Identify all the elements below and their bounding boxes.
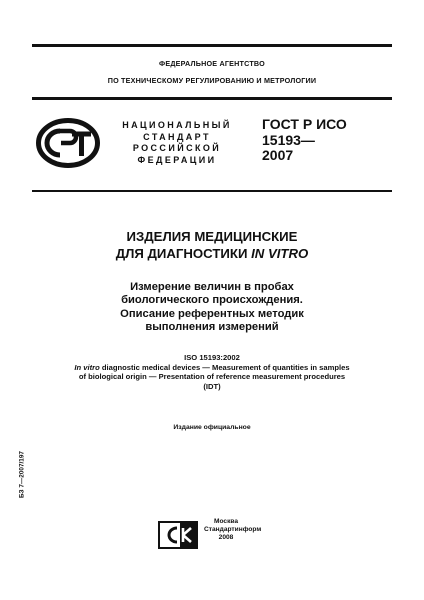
subtitle-line: выполнения измерений [145, 321, 279, 334]
subtitle-line: Измерение величин в пробах [130, 281, 294, 293]
rst-logo-icon [36, 118, 100, 168]
title-line-1: ИЗДЕЛИЯ МЕДИЦИНСКИЕ [126, 229, 298, 244]
std-label-line: РОССИЙСКОЙ [132, 143, 222, 154]
publisher-year: 2008 [218, 534, 234, 542]
iso-title-line-2: of biological origin — Presentation of reference measurement procedures [78, 372, 346, 382]
gost-line: ГОСТ Р ИСО [262, 116, 347, 132]
iso-italic: In vitro [74, 362, 100, 372]
std-label-line: НАЦИОНАЛЬНЫЙ [122, 120, 232, 130]
document-subtitle [32, 281, 392, 335]
publisher-name: Стандартинформ [204, 526, 262, 534]
agency-line-2: ПО ТЕХНИЧЕСКОМУ РЕГУЛИРОВАНИЮ И МЕТРОЛОГИИ [107, 76, 317, 85]
side-code-text: БЗ 7—2007/197 [18, 451, 26, 498]
iso-number: ISO 15193:2002 [184, 353, 240, 362]
iso-line-1-rest: diagnostic medical devices — Measurement of quantities in samples [99, 362, 350, 372]
title-line-2-italic: IN VITRO [251, 246, 309, 261]
gost-line: 2007 [262, 147, 294, 163]
document-title [32, 228, 392, 262]
agency-line-1: ФЕДЕРАЛЬНОЕ АГЕНТСТВО [159, 59, 265, 68]
publisher-info [204, 518, 262, 543]
iso-title-line-3: (IDT) [203, 381, 221, 391]
iso-title-line-1 [32, 363, 392, 373]
gost-line: 15193— [262, 131, 315, 148]
publisher-city: Москва [213, 518, 239, 525]
header-rule [32, 97, 392, 100]
std-label-line: СТАНДАРТ [143, 131, 211, 142]
std-label-line: ФЕДЕРАЦИИ [137, 154, 217, 165]
iso-reference [32, 353, 392, 391]
gost-number [262, 117, 347, 164]
subtitle-line: Описание референтных методик [120, 307, 304, 320]
title-line-2-prefix: ДЛЯ ДИАГНОСТИКИ [115, 246, 252, 261]
standartinform-logo-icon [158, 521, 198, 549]
edition-label: Издание официальное [173, 424, 251, 431]
logo-rule [32, 190, 392, 192]
subtitle-line: биологического происхождения. [121, 294, 303, 307]
side-code [16, 440, 26, 512]
national-standard-label [112, 120, 242, 166]
title-line-2 [32, 245, 392, 262]
top-rule [32, 44, 392, 47]
